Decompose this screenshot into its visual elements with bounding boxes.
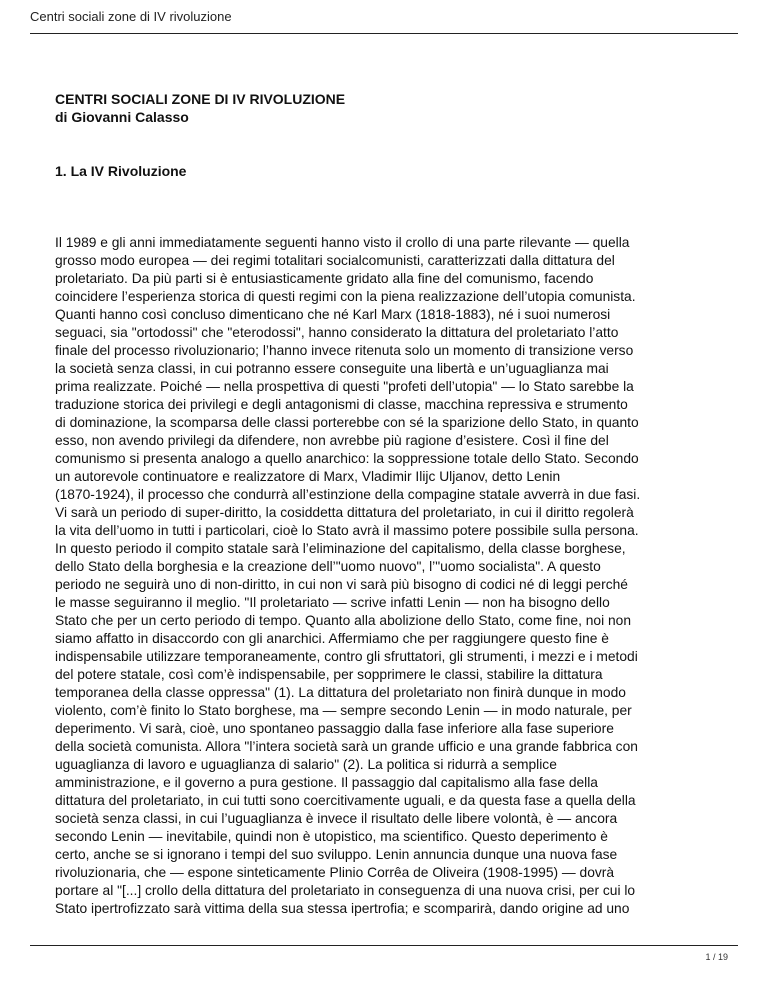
body-line: (1870-1924), il processo che condurrà all’estinzione della compagine statale avverrà in due fasi. [55, 487, 641, 502]
body-line: Stato ipertrofizzato sarà vittima della sua stessa ipertrofia; e scomparirà, dando origine ad uno [55, 901, 630, 916]
body-line: uguaglianza di lavoro e uguaglianza di salario" (2). La politica si ridurrà a semplice [55, 757, 557, 772]
body-line: prima realizzate. Poiché — nella prospettiva di questi "profeti dell’utopia" — lo Stato sarebbe la [55, 379, 634, 394]
body-line: indispensabile utilizzare temporaneamente, contro gli sfruttatori, gli strumenti, i mezzi e i metodi [55, 649, 638, 664]
section-heading: 1. La IV Rivoluzione [55, 163, 187, 179]
body-line: un autorevole continuatore e realizzatore di Marx, Vladimir Ilijc Uljanov, detto Lenin [55, 469, 561, 484]
body-line: coincidere l’esperienza storica di questi regimi con la piena realizzazione dell’utopia comunista. [55, 289, 636, 304]
body-line: la società senza classi, in cui potranno essere conseguite una libertà e un’uguaglianza mai [55, 361, 609, 376]
body-line: seguaci, sia "ortodossi" che "eterodossi", hanno considerato la dittatura del proletariato l’atto [55, 325, 619, 340]
body-line: società senza classi, in cui l’uguaglianza è invece il risultato delle libere volontà, è — ancora [55, 811, 618, 826]
body-line: siamo affatto in disaccordo con gli anarchici. Affermiamo che per raggiungere questo fine è [55, 631, 609, 646]
body-line: traduzione storica dei privilegi e degli antagonismi di classe, macchina repressiva e strumento [55, 397, 628, 412]
body-line: secondo Lenin — inevitabile, quindi non è utopistico, ma scientifico. Questo deperimento è [55, 829, 608, 844]
body-line: dello Stato della borghesia e la creazione dell’"uomo nuovo", l’"uomo socialista". A questo [55, 559, 601, 574]
body-line: di dominazione, la scomparsa delle classi porterebbe con sé la sparizione dello Stato, in quanto [55, 415, 639, 430]
body-line: della società comunista. Allora "l’intera società sarà un grande ufficio e una grande fabbrica con [55, 739, 638, 754]
body-line: Vi sarà un periodo di super-diritto, la cosiddetta dittatura del proletariato, in cui il diritto regolerà [55, 505, 634, 520]
body-line: In questo periodo il compito statale sarà l’eliminazione del capitalismo, della classe borghese, [55, 541, 626, 556]
body-line: amministrazione, e il governo a pura gestione. Il passaggio dal capitalismo alla fase della [55, 775, 598, 790]
body-line: proletariato. Da più parti si è entusiasticamente gridato alla fine del comunismo, facendo [55, 271, 594, 286]
body-line: periodo ne seguirà uno di non-diritto, in cui non vi sarà più bisogno di codici né di leggi perché [55, 577, 628, 592]
footer-divider [30, 945, 738, 946]
body-line: Il 1989 e gli anni immediatamente seguenti hanno visto il crollo di una parte rilevante — quella [55, 235, 630, 250]
body-line: Stato che per un certo periodo di tempo. Quanto alla abolizione dello Stato, come fine, noi non [55, 613, 632, 628]
body-line: dittatura del proletariato, in cui tutti sono coercitivamente uguali, e da questa fase a quella della [55, 793, 636, 808]
document-title: CENTRI SOCIALI ZONE DI IV RIVOLUZIONE [55, 91, 346, 107]
body-line: esso, non avendo privilegi da difendere, non avrebbe più ragione d’esistere. Così il fine del [55, 433, 609, 448]
body-line: la vita dell’uomo in tutti i particolari, cioè lo Stato avrà il massimo potere possibile sulla persona. [55, 523, 639, 538]
body-line: portare al "[...] crollo della dittatura del proletariato in conseguenza di una nuova crisi, per cui lo [55, 883, 636, 898]
page-number: 1 / 19 [705, 952, 728, 962]
body-paragraph [55, 234, 715, 918]
body-line: finale del processo rivoluzionario; l’hanno invece ritenuta solo un momento di transizione verso [55, 343, 634, 358]
document-author: di Giovanni Calasso [55, 109, 189, 125]
body-line: temporanea della classe oppressa" (1). La dittatura del proletariato non finirà dunque in modo [55, 685, 626, 700]
running-header: Centri sociali zone di IV rivoluzione [30, 9, 232, 24]
header-divider [30, 33, 738, 34]
body-line: del potere statale, così com’è indispensabile, per sopprimere le classi, stabilire la dittatura [55, 667, 603, 682]
body-line: comunismo si presenta analogo a quello anarchico: la soppressione totale dello Stato. Secondo [55, 451, 639, 466]
body-line: certo, anche se si ignorano i tempi del suo sviluppo. Lenin annuncia dunque una nuova fase [55, 847, 618, 862]
body-line: deperimento. Vi sarà, cioè, uno spontaneo passaggio dalla fase inferiore alla fase superiore [55, 721, 614, 736]
body-line: le masse seguiranno il meglio. "Il proletariato — scrive infatti Lenin — non ha bisogno dello [55, 595, 610, 610]
body-line: rivoluzionaria, che — espone sinteticamente Plinio Corrêa de Oliveira (1908-1995) — dovrà [55, 865, 615, 880]
body-line: grosso modo europea — dei regimi totalitari socialcomunisti, caratterizzati dalla dittatura del [55, 253, 615, 268]
body-line: violento, com’è finito lo Stato borghese, ma — sempre secondo Lenin — in modo naturale, per [55, 703, 632, 718]
body-line: Quanti hanno così concluso dimenticano che né Karl Marx (1818-1883), né i suoi numerosi [55, 307, 611, 322]
